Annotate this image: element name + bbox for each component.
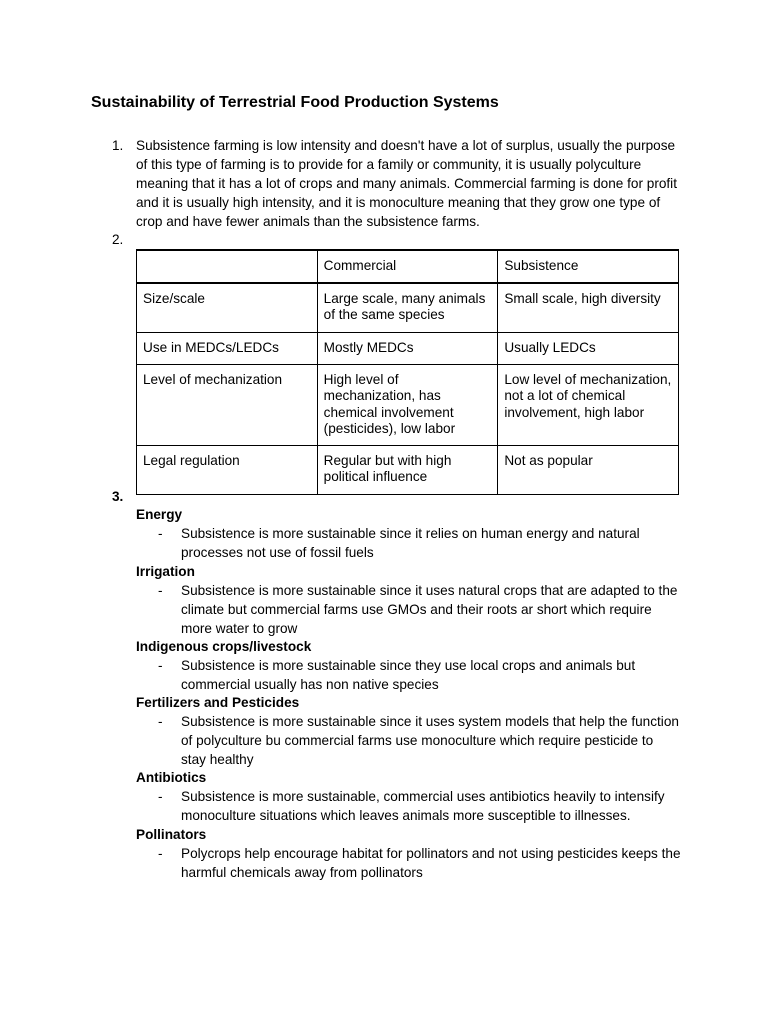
- bullet-item: [136, 656, 681, 694]
- section-pollinators: [136, 825, 681, 882]
- table-cell: High level of mechanization, has chemical involvement (pesticides), low labor: [317, 364, 498, 445]
- table-cell: Usually LEDCs: [498, 332, 679, 364]
- document-title: Sustainability of Terrestrial Food Production Systems: [91, 94, 499, 111]
- dash-marker: -: [158, 846, 163, 861]
- table-cell: Level of mechanization: [137, 364, 318, 445]
- table-header-cell: Commercial: [317, 250, 498, 283]
- table-cell: Not as popular: [498, 445, 679, 494]
- dash-marker: -: [158, 789, 163, 804]
- table-cell: Mostly MEDCs: [317, 332, 498, 364]
- bullet-text: Subsistence is more sustainable since they use local crops and animals but commercial usually has non native species: [181, 658, 636, 692]
- table-header-cell: [137, 250, 318, 283]
- list-number: 1.: [112, 138, 124, 153]
- comparison-table: [136, 249, 679, 495]
- list-item-1: [112, 136, 682, 231]
- list-item-text: Subsistence farming is low intensity and doesn't have a lot of surplus, usually the purpose of this type of farming is to provide for a family or community, it is usually polyculture meaning that it has a lot of crops and many animals. Commercial farming is done for profit and it is usually high intensity, and it is monoculture meaning that they grow one type of crop and have fewer animals than the subsistence farms.: [136, 138, 677, 229]
- bullet-item: [136, 844, 681, 882]
- table-cell: Small scale, high diversity: [498, 283, 679, 333]
- table-row: [137, 283, 679, 333]
- section-antibiotics: [136, 768, 681, 825]
- list-number: 2.: [112, 232, 124, 247]
- table-cell: Size/scale: [137, 283, 318, 333]
- table-row: [137, 364, 679, 445]
- table-cell: Legal regulation: [137, 445, 318, 494]
- table-cell: Low level of mechanization, not a lot of chemical involvement, high labor: [498, 364, 679, 445]
- dash-marker: -: [158, 714, 163, 729]
- list-number: 3.: [112, 489, 124, 504]
- bullet-text: Subsistence is more sustainable, commercial uses antibiotics heavily to intensify monoculture situations which leaves animals more susceptible to illnesses.: [181, 789, 665, 823]
- bullet-item: [136, 581, 681, 638]
- section-heading: Indigenous crops/livestock: [136, 639, 312, 654]
- table-cell: Large scale, many animals of the same species: [317, 283, 498, 333]
- bullet-text: Subsistence is more sustainable since it relies on human energy and natural processes not use of fossil fuels: [181, 526, 640, 560]
- section-fertilizers: [136, 693, 681, 769]
- table-cell: Regular but with high political influence: [317, 445, 498, 494]
- table-row: [137, 332, 679, 364]
- table-cell: Use in MEDCs/LEDCs: [137, 332, 318, 364]
- table-header-cell: Subsistence: [498, 250, 679, 283]
- dash-marker: -: [158, 526, 163, 541]
- section-irrigation: [136, 562, 681, 638]
- section-heading: Energy: [136, 507, 183, 522]
- section-heading: Antibiotics: [136, 770, 207, 785]
- section-heading: Fertilizers and Pesticides: [136, 695, 300, 710]
- dash-marker: -: [158, 583, 163, 598]
- bullet-item: [136, 712, 681, 769]
- table-row: [137, 445, 679, 494]
- bullet-text: Polycrops help encourage habitat for pollinators and not using pesticides keeps the harmful chemicals away from pollinators: [181, 846, 681, 880]
- bullet-text: Subsistence is more sustainable since it uses system models that help the function of polyculture bu commercial farms use monoculture which require pesticide to stay healthy: [181, 714, 679, 767]
- dash-marker: -: [158, 658, 163, 673]
- bullet-item: [136, 787, 681, 825]
- table-header-row: [137, 250, 679, 283]
- section-heading: Irrigation: [136, 564, 195, 579]
- bullet-item: [136, 524, 681, 562]
- section-energy: [136, 505, 681, 562]
- section-indigenous: [136, 637, 681, 694]
- bullet-text: Subsistence is more sustainable since it uses natural crops that are adapted to the climate but commercial farms use GMOs and their roots ar short which require more water to grow: [181, 583, 678, 636]
- section-heading: Pollinators: [136, 827, 207, 842]
